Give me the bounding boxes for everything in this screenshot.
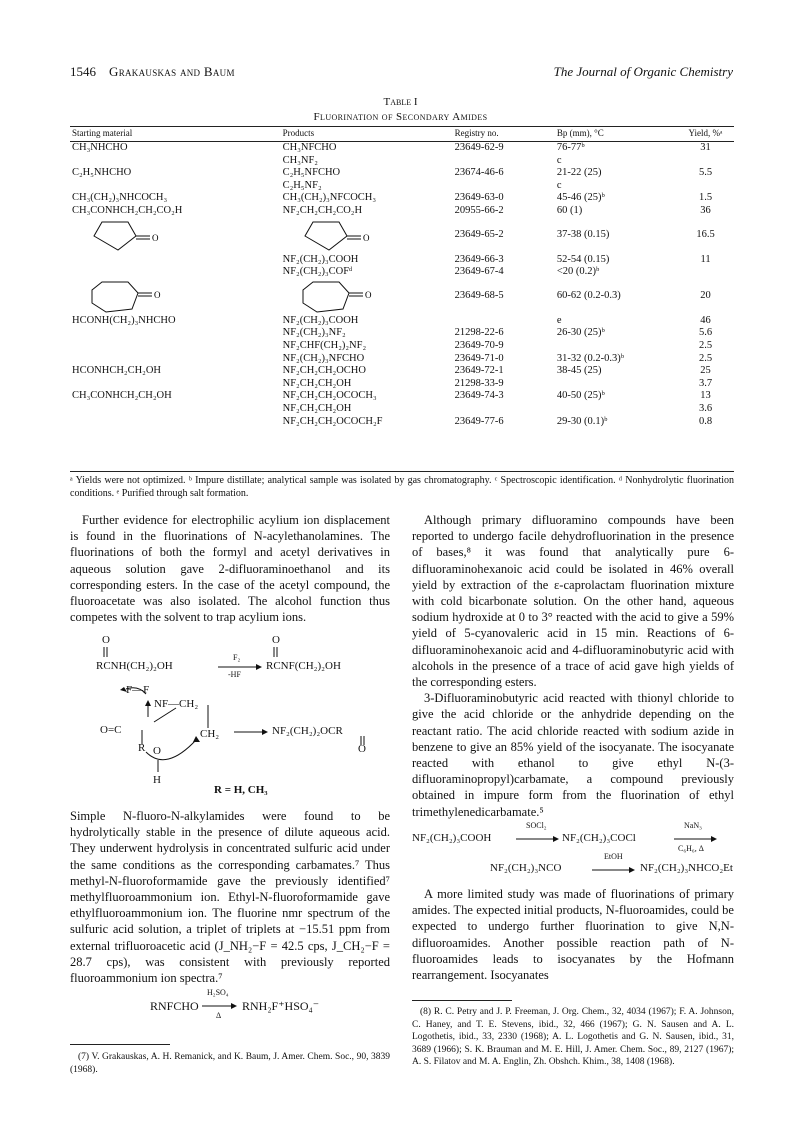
- table-cell-yield: 1.5: [698, 192, 713, 204]
- table-cell-bp: 52-54 (0.15): [556, 253, 610, 265]
- table-row: [70, 218, 734, 254]
- table-row: [70, 353, 734, 366]
- oxygen-label: O: [153, 745, 161, 757]
- reagent-label: -HF: [228, 670, 241, 679]
- table-cell-start: [70, 266, 281, 279]
- table-cell-yield: 31: [700, 142, 711, 153]
- table-cell-reg: [453, 315, 555, 328]
- table-row: [70, 279, 734, 315]
- left-column-lower: [70, 808, 390, 986]
- table-cell-yield: [677, 266, 734, 279]
- table-cell-start: [70, 254, 281, 267]
- r-definition: R = H, CH₃: [214, 784, 268, 796]
- table-row: [70, 403, 734, 416]
- table-row: [70, 205, 734, 218]
- table-cell-reg: 23649-63-0: [454, 192, 504, 204]
- table-title: Fluorination of Secondary Amides: [313, 111, 488, 123]
- carbonyl-oxygen: O: [102, 634, 110, 646]
- ch2-label: CH₂: [200, 728, 220, 740]
- table-cell-product: NF₂CH₂CH₂OCHO: [282, 365, 366, 377]
- right-footnotes: [412, 1006, 734, 1069]
- reaction-arrow: [674, 834, 718, 844]
- table-cell-start: [70, 327, 281, 340]
- table-cell-product: NF₂CH₂CH₂CO₂H: [282, 204, 363, 216]
- fluorine-label: F—F: [126, 684, 150, 696]
- column-header: Starting material: [70, 127, 281, 142]
- reaction-scheme-acylethanolamine: [96, 632, 376, 802]
- table-cell-yield: 46: [700, 314, 711, 326]
- reagent-label: Δ: [216, 1011, 222, 1020]
- table-cell-reg: 21298-33-9: [454, 377, 504, 389]
- table-cell-yield: 2.5: [698, 352, 713, 364]
- table-row: [70, 315, 734, 328]
- table-cell-start: CH₃(CH₂)₃NHCOCH₃: [72, 192, 168, 204]
- hydrogen-label: H: [153, 774, 161, 786]
- table-cell-reg: 20955-66-2: [454, 204, 504, 216]
- table-cell-yield: 3.6: [698, 402, 713, 414]
- paragraph: A more limited study was made of fluorinations of primary amides. The expected initial products, N-fluoroamides, could be expected to undergo further fluorination to give N,N-difluoroamides. Another possible reaction path of N-fluoroamides leads to isocyanates by the Hofmann rearrangement. Isocyanates: [412, 887, 734, 983]
- table-cell-yield: 5.5: [698, 167, 713, 179]
- table-cell-bp: <20 (0.2)ᵇ: [556, 266, 600, 278]
- footnote: (8) R. C. Petry and J. P. Freeman, J. Org. Chem., 32, 4034 (1967); F. A. Johnson, C. Haney, and T. E. Stevens, ibid., 32, 466 (1967); G. N. Sausen and A. L. Logothetis, ibid., 33, 2330 (1968); A. L. Logothetis and G. N. Sausen, ibid., 31, 3689 (1966); S. K. Brauman and M. E. Hill, J. Amer. Chem. Soc., 89, 2127 (1967); A. S. Filatov and M. A. Englin, Zh. Obshch. Khim., 38, 1408 (1968).: [412, 1007, 734, 1068]
- left-column: [70, 512, 390, 625]
- left-footnotes: [70, 1051, 390, 1076]
- right-column: [412, 512, 734, 820]
- table-cell-start: [70, 340, 281, 353]
- table-cell-product: CH₃NFCHO: [282, 142, 337, 153]
- column-header: Registry no.: [453, 127, 555, 142]
- table-cell-yield: 2.5: [698, 339, 713, 351]
- table-cell-yield: 36: [700, 204, 711, 216]
- table-cell-bp: e: [556, 314, 562, 326]
- table-cell-reg: 23649-67-4: [454, 266, 504, 278]
- ring-structure-start: [70, 279, 281, 315]
- table-cell-bp: 37-38 (0.15): [556, 229, 610, 241]
- table-row: [70, 365, 734, 378]
- table-cell-product: C₂H₅NFCHO: [282, 167, 341, 179]
- table-row: [70, 254, 734, 267]
- table-cell-reg: 23649-66-3: [454, 253, 504, 265]
- table-cell-product: C₂H₅NF₂: [282, 179, 322, 191]
- journal-name: The Journal of Organic Chemistry: [553, 64, 733, 79]
- table-cell-start: [70, 155, 281, 168]
- table-cell-start: HCONH(CH₂)₃NHCHO: [72, 314, 176, 326]
- r-group-label: R: [138, 742, 146, 754]
- running-header-left: [70, 64, 235, 80]
- table-cell-product: CH₃(CH₂)₃NFCOCH₃: [282, 192, 377, 204]
- cyclic-product: NF₂(CH₂)₂OCR: [272, 725, 343, 737]
- table-cell-reg: 23649-77-6: [454, 415, 504, 427]
- table-row: [70, 180, 734, 193]
- table-cell-yield: 20: [700, 290, 711, 302]
- reaction-arrow: [516, 834, 560, 844]
- footnote: (7) V. Grakauskas, A. H. Remanick, and K. Baum, J. Amer. Chem. Soc., 90, 3839 (1968).: [70, 1052, 390, 1075]
- table-cell-reg: 23649-68-5: [454, 290, 504, 302]
- table-cell-product: NF₂(CH₂)₃COOH: [282, 253, 359, 265]
- table-cell-bp: 76-77ᵇ: [556, 142, 585, 153]
- reaction-scheme-isocyanate: [412, 818, 734, 884]
- table-cell-start: CH₃CONHCH₂CH₂OH: [72, 390, 172, 402]
- reagent-label: NaN₃: [684, 821, 702, 830]
- footnote-rule: [412, 1000, 512, 1001]
- paragraph: Simple N-fluoro-N-alkylamides were found to be hydrolytically stable in the presence of dilute aqueous acid. They underwent hydrolysis in concentrated sulfuric acid under the same conditions as the corresponding carbamates.⁷ Thus methyl-N-fluoroformamide gave the previously identified⁷ methylfluoroammonium ion. Ethyl-N-fluoroformamide gave ethylfluoroammonium ion. The fluorine nmr spectrum of the sulfuric acid solution, a triplet of triplets at −15.51 ppm from external trifluoroacetic acid (J_NH₂−F = 42.5 cps, J_CH₂−F = 28.7 cps), was consistent with previously reported fluoroammonium ion spectra.⁷: [70, 809, 390, 986]
- page-number: 1546: [70, 64, 96, 79]
- svg-text:O: O: [362, 232, 370, 243]
- reaction-arrow: [202, 1001, 238, 1011]
- table-cell-yield: 25: [700, 365, 711, 377]
- svg-text:O: O: [154, 289, 161, 300]
- scheme-reactant: RCNH(CH₂)₂OH: [96, 660, 173, 672]
- table-row: [70, 390, 734, 403]
- svg-text:O: O: [364, 289, 372, 300]
- table-cell-bp: 60 (1): [556, 204, 583, 216]
- carbonyl-oxygen: O: [358, 743, 366, 755]
- table-label: Table I: [383, 96, 418, 108]
- table-cell-bp: 29-30 (0.1)ᵇ: [556, 415, 608, 427]
- column-header: Yield, %ᵃ: [677, 127, 734, 142]
- reagent-label: EtOH: [604, 852, 623, 861]
- svg-text:O: O: [152, 232, 159, 243]
- nf-label: NF—CH₂: [154, 698, 199, 710]
- reagent-label: H₂SO₄: [207, 988, 229, 997]
- table-cell-bp: [555, 403, 677, 416]
- reagent-label: C₆H₆, Δ: [678, 844, 704, 853]
- table-cell-bp: 40-50 (25)ᵇ: [556, 390, 605, 402]
- scheme-acid-chloride: NF₂(CH₂)₃COCl: [562, 832, 636, 844]
- reagent-label: SOCl₂: [526, 821, 547, 830]
- carbonyl-label: O=C: [100, 724, 122, 736]
- paragraph: Further evidence for electrophilic acylium ion displacement is found in the fluorinations of N-acylethanolamines. The fluorinations of both the formyl and acetyl derivatives in aqueous solution gave 2-difluoraminoethanol and its corresponding esters. In the case of the acetyl compound, the fluoroacetate was also isolated. The alcohol function thus competes with the solvent to trap acylium ions.: [70, 513, 390, 625]
- table-cell-start: [70, 180, 281, 193]
- table-cell-yield: 16.5: [696, 229, 715, 241]
- table-cell-product: NF₂CH₂CH₂OH: [282, 402, 352, 414]
- footnote-rule: [70, 1044, 170, 1045]
- paragraph: Although primary difluoramino compounds have been reported to undergo facile dehydrofluorination in the presence of bases,⁸ it was found that analytically pure 6-difluoraminohexanoic acid could be isolated in 46% overall yield by extraction of the ε-caprolactam fluorination mixture with cold bicarbonate solution. On the other hand, aqueous sodium hydroxide at 0 to 3° reacted with the acid to give a 59% yield of 5-cyanovaleric acid in 15 min. Reactions of 6-difluoraminohexanoic acid and 4-difluoraminobutyric acid with alcohols in the presence of a trace of acid gave high yields of the corresponding esters.: [412, 513, 734, 690]
- scheme-isocyanate: NF₂(CH₂)₃NCO: [490, 862, 562, 874]
- table-cell-yield: 3.7: [698, 377, 713, 389]
- table-row: [70, 340, 734, 353]
- right-column-lower: [412, 886, 734, 983]
- table-cell-product: NF₂(CH₂)₃NFCHO: [282, 352, 365, 364]
- table-cell-reg: [453, 180, 555, 193]
- table-row: [70, 155, 734, 168]
- table-cell-yield: [677, 180, 734, 193]
- table-cell-bp: c: [556, 154, 562, 166]
- table-cell-start: CH₃NHCHO: [72, 142, 128, 153]
- table-cell-product: NF₂CH₂CH₂OH: [282, 377, 352, 389]
- ring-structure-product: [281, 279, 453, 315]
- table-cell-reg: [453, 155, 555, 168]
- reagent-label: F₂: [233, 653, 241, 662]
- table-header-row: [70, 127, 734, 142]
- table-cell-start: [70, 353, 281, 366]
- table-cell-start: HCONHCH₂CH₂OH: [72, 365, 161, 377]
- table-cell-product: CH₃NF₂: [282, 154, 318, 166]
- table-cell-bp: [555, 378, 677, 391]
- table-cell-bp: 31-32 (0.2-0.3)ᵇ: [556, 352, 624, 364]
- table-row: [70, 378, 734, 391]
- column-header: Bp (mm), °C: [555, 127, 677, 142]
- scheme-product: RNH₂F⁺HSO₄⁻: [242, 999, 320, 1013]
- scheme-reactant: RNFCHO: [150, 999, 199, 1013]
- reaction-scheme-hydrolysis: [150, 984, 350, 1024]
- table-row: [70, 266, 734, 279]
- table-cell-start: C₂H₅NHCHO: [72, 167, 132, 179]
- table-cell-yield: 13: [700, 390, 711, 402]
- table-cell-start: CH₃CONHCH₂CH₂CO₂H: [72, 204, 183, 216]
- scheme-start: NF₂(CH₂)₃COOH: [412, 832, 492, 844]
- table-cell-reg: 23649-65-2: [454, 229, 504, 241]
- table-cell-start: [70, 378, 281, 391]
- table-row: [70, 416, 734, 429]
- table-cell-product: NF₂CH₂CH₂OCOCH₃: [282, 390, 377, 402]
- table-cell-product: NF₂(CH₂)₃COOH: [282, 314, 359, 326]
- table-row: [70, 142, 734, 155]
- table-cell-product: NF₂(CH₂)₃COFᵈ: [282, 266, 353, 278]
- table-cell-reg: 23649-71-0: [454, 352, 504, 364]
- table-footnotes: ᵃ Yields were not optimized. ᵇ Impure distillate; analytical sample was isolated by gas chromatography. ᶜ Spectroscopic identification. ᵈ Nonhydrolytic fluorination conditions. ᵉ Purified through salt formation.: [70, 475, 734, 499]
- table-bottom-rule: [70, 471, 734, 472]
- table-cell-reg: 23649-72-1: [454, 365, 504, 377]
- table-cell-yield: 11: [700, 253, 711, 265]
- carbonyl-oxygen: O: [272, 634, 280, 646]
- table-cell-product: NF₂CH₂CH₂OCOCH₂F: [282, 415, 383, 427]
- table-cell-bp: 60-62 (0.2-0.3): [556, 290, 621, 302]
- table-cell-bp: [555, 340, 677, 353]
- author-names: Grakauskas and Baum: [109, 64, 235, 79]
- scheme-carbamate: NF₂(CH₂)₃NHCO₂Et: [640, 862, 733, 874]
- ring-structure-start: [70, 218, 281, 254]
- table-cell-start: [70, 416, 281, 429]
- table-cell-product: NF₂CHF(CH₂)₂NF₂: [282, 339, 367, 351]
- table-cell-start: [70, 403, 281, 416]
- table-cell-bp: 45-46 (25)ᵇ: [556, 192, 605, 204]
- table-cell-product: NF₂(CH₂)₃NF₂: [282, 327, 346, 339]
- ring-structure-product: [281, 218, 453, 254]
- reaction-arrow: [592, 865, 636, 875]
- table-cell-yield: 0.8: [698, 415, 713, 427]
- table-cell-yield: 5.6: [698, 327, 713, 339]
- paragraph: 3-Difluoraminobutyric acid reacted with thionyl chloride to give the acid chloride or the anhydride depending on the reactant ratio. The acid chloride reacted with sodium azide in benzene to give an 85% yield of the isocyanate. The isocyanate reacted with ethanol to give ethyl N-(3-difluoraminopropyl)carbamate, a compound previously obtained in impure form from the fluorination of ethyl trimethylenedicarbamate.⁵: [412, 691, 734, 819]
- table-cell-reg: 23649-62-9: [454, 142, 504, 153]
- table-cell-reg: 23649-70-9: [454, 339, 504, 351]
- table-cell-reg: 23674-46-6: [454, 167, 504, 179]
- scheme-product: RCNF(CH₂)₂OH: [266, 660, 341, 672]
- column-header: Products: [281, 127, 453, 142]
- table-cell-bp: c: [556, 179, 562, 191]
- table-row: [70, 167, 734, 180]
- table-cell-yield: [677, 155, 734, 168]
- table-body: [70, 142, 734, 429]
- table-cell-bp: 21-22 (25): [556, 167, 602, 179]
- table-cell-reg: [453, 403, 555, 416]
- table-cell-reg: 23649-74-3: [454, 390, 504, 402]
- data-table: [70, 127, 734, 428]
- table-cell-bp: 38-45 (25): [556, 365, 602, 377]
- table-cell-bp: 26-30 (25)ᵇ: [556, 327, 605, 339]
- table-row: [70, 327, 734, 340]
- table-row: [70, 192, 734, 205]
- table-cell-reg: 21298-22-6: [454, 327, 504, 339]
